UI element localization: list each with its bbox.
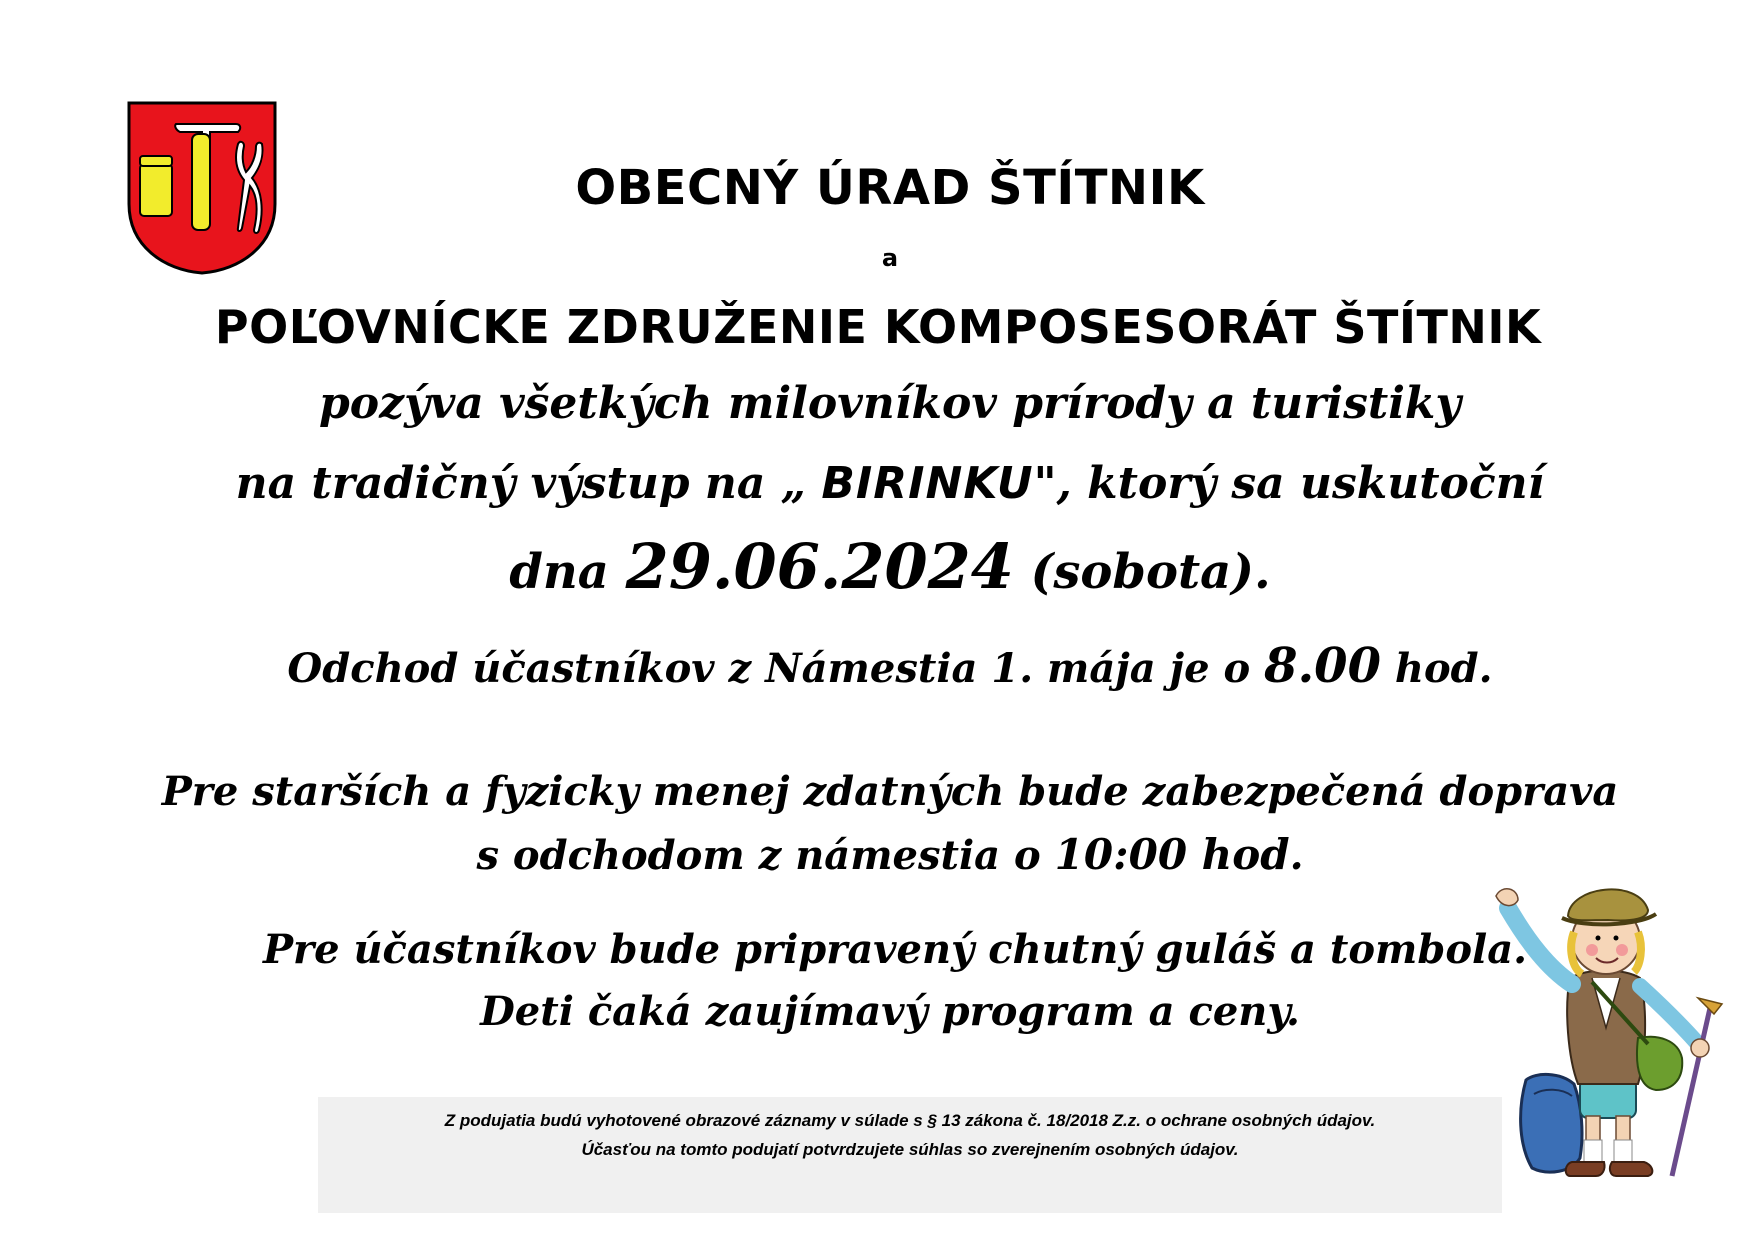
transport-text: s odchodom z námestia o: [476, 832, 1055, 879]
association-heading: POĽOVNÍCKE ZDRUŽENIE KOMPOSESORÁT ŠTÍTNIK: [214, 300, 1542, 354]
invitation-line-2-end: ", ktorý sa uskutoční: [1033, 458, 1545, 509]
hiker-boy-illustration-icon: [1488, 858, 1754, 1188]
program-line-2: Deti čaká zaujímavý program a ceny.: [480, 988, 1300, 1035]
departure-time: 8.00: [1264, 638, 1381, 694]
invitation-line-2: [0, 458, 1754, 509]
event-weekday: (sobota).: [1013, 544, 1271, 600]
privacy-notice-line-1: Z podujatia budú vyhotovené obrazové záznamy v súlade s § 13 zákona č. 18/2018 Z.z. o ochrane osobných údajov.: [444, 1111, 1376, 1130]
privacy-notice-line-2: Účasťou na tomto podujatí potvrdzujete súhlas so zverejnením osobných údajov.: [581, 1140, 1239, 1159]
departure-unit: hod.: [1380, 645, 1493, 692]
privacy-notice: [318, 1097, 1502, 1213]
destination-name: BIRINKU: [821, 458, 1034, 509]
event-date-prefix: dna: [509, 544, 626, 600]
invitation-line-2-start: na tradičný výstup na „: [235, 458, 822, 509]
departure-text: Odchod účastníkov z Námestia 1. mája je o: [287, 645, 1265, 692]
office-heading: OBECNÝ ÚRAD ŠTÍTNIK: [575, 160, 1205, 216]
transport-time: 10:00 hod: [1054, 830, 1290, 879]
transport-end: .: [1289, 832, 1304, 879]
transport-line-1: Pre starších a fyzicky menej zdatných bude zabezpečená doprava: [161, 768, 1619, 815]
program-line-1: Pre účastníkov bude pripravený chutný guláš a tombola.: [262, 926, 1528, 973]
conjunction-text: a: [881, 244, 899, 272]
event-date-line: [0, 530, 1754, 603]
invitation-line-1: pozýva všetkých milovníkov prírody a turistiky: [319, 378, 1461, 429]
event-date: 29.06.2024: [625, 530, 1014, 603]
departure-line: [0, 638, 1754, 694]
